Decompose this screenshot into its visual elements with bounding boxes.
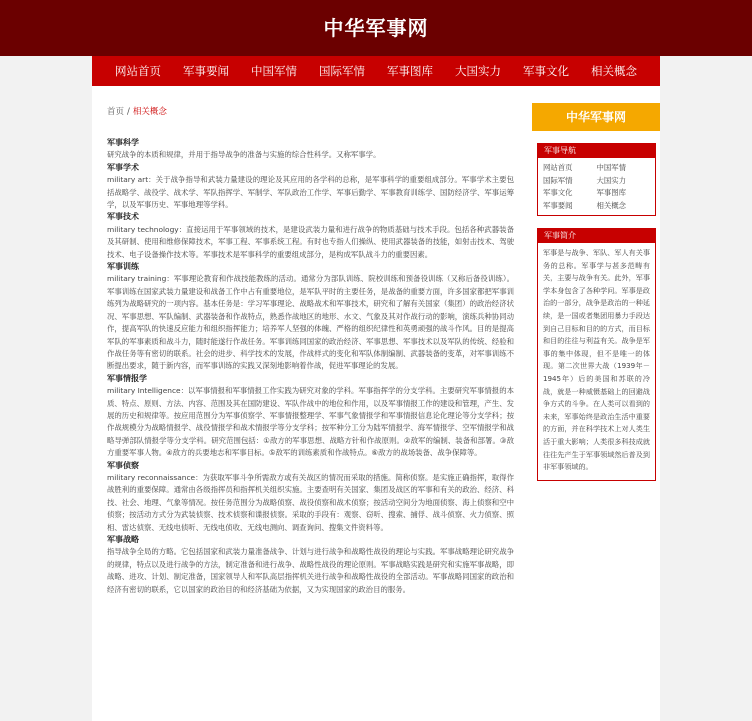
- site-title: 中华军事网: [323, 16, 429, 40]
- sidebar-link-military-culture[interactable]: 军事文化: [543, 188, 573, 197]
- main-content: [107, 86, 514, 596]
- breadcrumb: [107, 105, 514, 117]
- section-title: 军事技术: [107, 212, 139, 222]
- nav-military-culture[interactable]: 军事文化: [523, 64, 569, 78]
- main-nav: [92, 56, 660, 86]
- sidebar-link-great-powers[interactable]: 大国实力: [596, 175, 627, 185]
- nav-home[interactable]: 网站首页: [115, 64, 161, 78]
- section-title: 军事学术: [107, 162, 139, 172]
- section-title: 军事训练: [107, 262, 139, 272]
- breadcrumb-separator: /: [127, 107, 130, 117]
- military-intro-title: 军事简介: [538, 229, 655, 243]
- breadcrumb-home[interactable]: 首页: [107, 107, 125, 117]
- sidebar: [532, 103, 660, 481]
- military-nav-list: [538, 158, 655, 215]
- sidebar-link-military-news[interactable]: 军事要闻: [543, 200, 573, 210]
- nav-great-powers[interactable]: 大国实力: [455, 64, 501, 78]
- breadcrumb-current[interactable]: 相关概念: [132, 107, 167, 117]
- section-body: military training：军事理论教育和作战技能教练的活动。通常分为部队训练、院校训练和预备役训练（又称后备役训练）。军事训练在国家武装力量建设和战备工作中占有重要地位，是军队平时的主要任务，是战备的重要方面，许多国家都把军事训练列为战略研究的一项内容。基本任务是：学习军事理论、战略战术和军事技术，研究和了解有关国家（集团）的政治经济状况、军事思想、军队编制、武器装备和作战特点，熟悉作战地区的地形、水文、气象及其对作战行动的影响，演练兵种协同动作，提高军队的快速反应能力和组织指挥能力；培养军人坚强的体魄、严格的组织纪律性和英勇顽强的战斗作风。目的是提高军队的军事素质和战斗力，随时能遂行作战任务。军事训练同国家的政治经济、军事思想、军事技术以及军队的传统、经验和作战任务等有密切的联系。社会的进步、科学技术的发展，作战样式的变化和军队体制编制、武器装备的变革，对军事训练不断提出要求，随于新内容，而军事训练的实践又深刻地影响着作战，促进军事理论的发展。: [107, 274, 514, 371]
- sidebar-link-related-concepts[interactable]: 相关概念: [596, 200, 627, 210]
- section-title: 军事科学: [107, 138, 139, 147]
- nav-military-gallery[interactable]: 军事图库: [387, 64, 433, 78]
- section-body: military art：关于战争指导和武装力量建设的理论及其应用的各学科的总称，是军事科学的重要组成部分。军事学术主要包括战略学、战役学、战术学、军队指挥学、军制学、军队政治工作学、军事后勤学、军事教育训练学、国防经济学、军事运筹学，以及军事历史、军事地理等学科。: [107, 175, 514, 210]
- sidebar-link-intl-military[interactable]: 国际军情: [543, 175, 573, 185]
- sidebar-banner: 中华军事网: [532, 103, 660, 131]
- article: [107, 137, 514, 596]
- section-title: 军事侦察: [107, 460, 139, 470]
- section-body: military Intelligence：以军事情报和军事情报工作实践为研究对象的学科。军事指挥学的分支学科。主要研究军事情报的本质、特点、原则、方法、内容、范围及其在国防建设、军队作战中的地位和作用，以及军事情报工作的建设和管理，产生、发展的历史和规律等。按应用范围分为军事侦察学、军事情报整理学、军事气象情报学和军事情报信息论化理论等分支学科；按作战规模分为战略情报学、战役情报学和战术情报学等分支学科；按军种分工分为陆军情报学、海军情报学、空军情报学和战略导弹部队情报学等分支学科。研究范围包括：①敌方的军事思想、战略方针和作战原则。②敌军的编制、装备和部署。③敌方重要军事人物。④敌方的兵要地志和军事目标。⑤敌军的训练素质和作战特点。⑥敌方的战场装备、战争保障等。: [107, 386, 514, 458]
- section-title: 军事情报学: [107, 373, 147, 383]
- section-body: 研究战争的本质和规律，并用于指导战争的准备与实施的综合性科学。又称军事学。: [107, 150, 381, 160]
- military-nav-box: [537, 143, 656, 216]
- section-title: 军事战略: [107, 535, 139, 544]
- section-body: military reconnaissance：为获取军事斗争所需敌方或有关战区的情况而采取的措施。简称侦察。是实施正确指挥，取得作战胜利的重要保障。通常由各级指挥员和指挥机关组织实施。主要查明有关国家、集团及战区的军事和有关的政治、经济、科技、社会、地理、气象等情况。按任务范围分为战略侦察、战役侦察和战术侦察；按活动空间分为地面侦察、海上侦察和空中侦察；按活动方式分为武装侦察、技术侦察和谍报侦察。采取的手段有：观察、窃听、搜索、捕俘、战斗侦察、火力侦察、照相、雷达侦察、无线电侦听、无线电侦收、无线电测向、调查询问、搜集文件资料等。: [107, 472, 514, 532]
- military-intro-box: [537, 228, 656, 481]
- sidebar-link-military-gallery[interactable]: 军事图库: [596, 188, 627, 197]
- section-body: military technology：直接运用于军事领域的技术，是建设武装力量和进行战争的物质基础与技术手段。包括各种武器装备及其研制、使用和维修保障技术，军事工程、军事系统工程。有时也专指人们操纵、使用武器装备的技能，如射击技术、驾驶技术、电子设备操作技术等。军事技术是军事科学的重要组成部分，是构成军队战斗力的重要因素。: [107, 224, 514, 259]
- site-header: [0, 0, 752, 56]
- nav-intl-military[interactable]: 国际军情: [319, 64, 365, 78]
- section-body: 指导战争全局的方略。它包括国家和武装力量准备战争、计划与进行战争和战略性战役的理论与实践。军事战略理论研究战争的规律，特点以及进行战争的方法，制定准备和进行战争、战略性战役的理论原则。军事战略实践是研究和实施军事战略，即战略、进攻、计划、制定准备，国家领导人和军队高层指挥机关进行战争和战略性战役的全部活动。军事战略同国家的政治和经济有密切的联系，它以国家的政治目的和经济基础为依据，又为实现国家的政治目的服务。: [107, 547, 514, 594]
- page-body: [92, 86, 660, 721]
- nav-military-news[interactable]: 军事要闻: [183, 64, 229, 78]
- military-nav-title: 军事导航: [538, 144, 655, 158]
- nav-china-military[interactable]: 中国军情: [251, 64, 297, 78]
- sidebar-link-china-military[interactable]: 中国军情: [596, 163, 627, 172]
- military-intro-text: 军事是与战争、军队、军人有关事务的总称。军事学与甚多范畴有关，主要与战争有关。此外，军事学本身包含了各种学问。军事是政治的一部分，战争是政治的一种延续，是一国或者集团用暴力手段达到自己目标和目的的方式，而目标和目的往往与利益有关。战争是军事的集中体现，但不是唯一的体现。第二次世界大战（1939年－1945年）后的美国和苏联的冷战，就是一种威慑基础上的回避战争方式的斗争。在人类可以看到的未来，军事始终是政治生活中重要的方面，并在科学技术上对人类生活于重大影响；人类很多科技成就往往先产生于军事领域然后普及到非军事领域的。: [543, 248, 650, 472]
- sidebar-link-home[interactable]: 网站首页: [543, 163, 573, 172]
- nav-related-concepts[interactable]: 相关概念: [591, 64, 637, 78]
